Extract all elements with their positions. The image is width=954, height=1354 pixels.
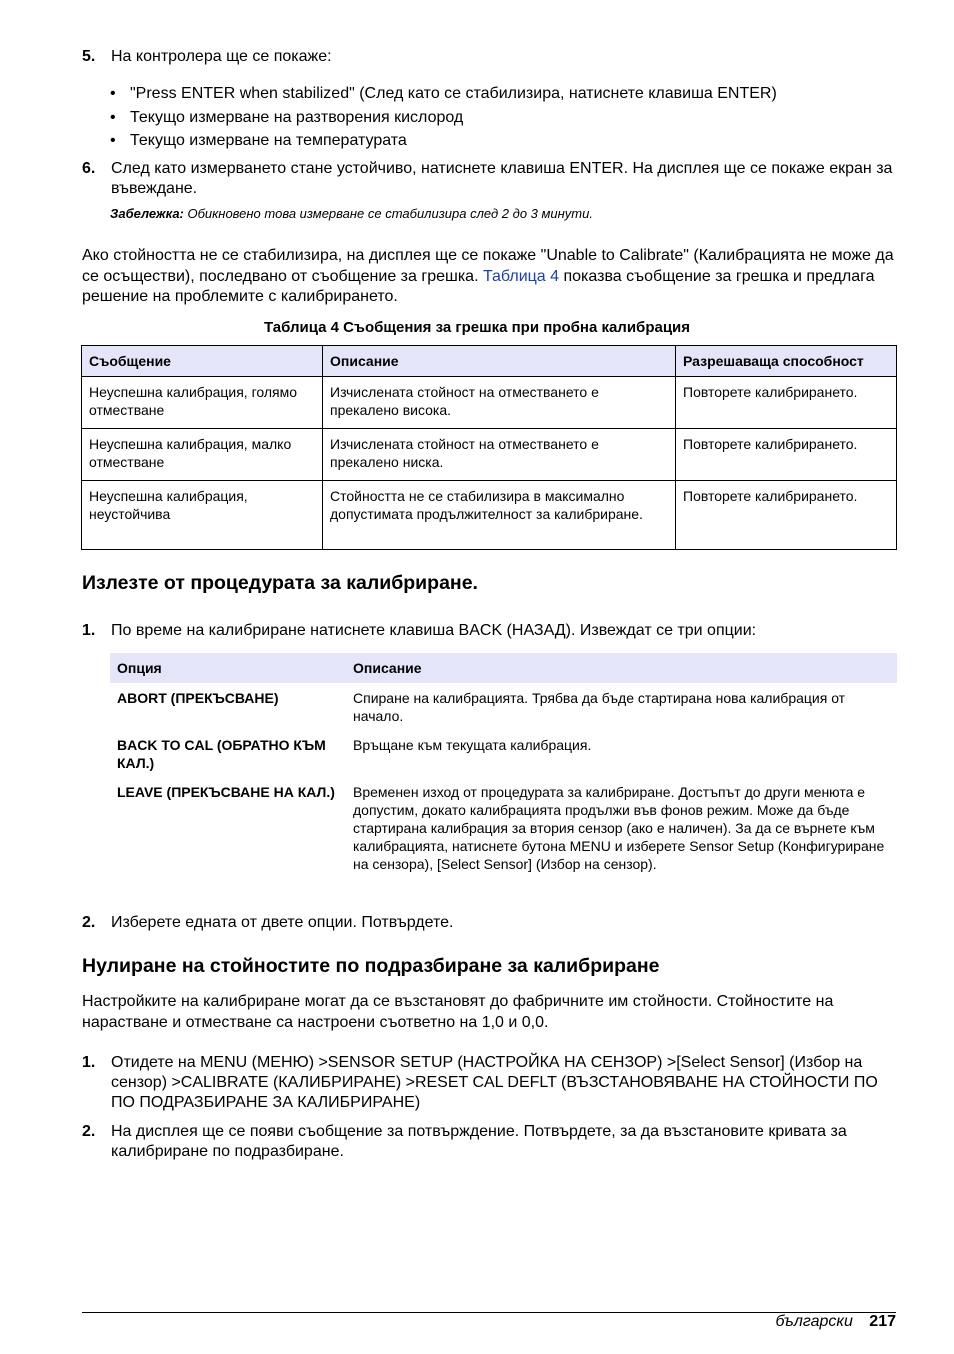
bullet-icon: • (110, 109, 116, 126)
option-row-abort (110, 683, 897, 730)
step-6 (82, 159, 896, 199)
footer-language: български (775, 1313, 853, 1330)
option-row-leave (110, 777, 897, 878)
table-caption: Таблица 4 Съобщения за грешка при пробна калибрация (263, 319, 691, 336)
exit-step-2 (82, 913, 896, 933)
step-5 (82, 47, 896, 67)
option-name: ABORT (ПРЕКЪСВАНЕ) (117, 690, 279, 706)
option-description: Спиране на калибрацията. Трябва да бъде стартирана нова калибрация от начало. (353, 690, 846, 724)
paragraph-unable-to-calibrate (82, 246, 896, 308)
table-row (82, 429, 897, 481)
table-cell: Неуспешна калибрация, голямо отместване (82, 377, 323, 429)
section-heading-exit-calibration: Излезте от процедурата за калибриране. (82, 572, 478, 594)
table-row (82, 377, 897, 429)
paragraph-text: показва съобщение за грешка и предлага решение на проблемите с калибрирането. (82, 267, 875, 305)
table-row (82, 481, 897, 550)
step-number: 1. (82, 1054, 96, 1071)
table-cell: Повторете калибрирането. (676, 377, 897, 429)
table-cell: Неуспешна калибрация, малко отместване (82, 429, 323, 481)
footer-divider (82, 1312, 896, 1313)
step-number: 6. (82, 160, 96, 177)
table-cell: Повторете калибрирането. (676, 481, 897, 550)
option-name: LEAVE (ПРЕКЪСВАНЕ НА КАЛ.) (117, 784, 335, 800)
bullet-icon: • (110, 132, 116, 149)
paragraph-reset-defaults: Настройките на калибриране могат да се възстановят до фабричните им стойности. Стойностите на нарастване и отместване са настроени съответно на 1,0 и 0,0. (82, 993, 834, 1031)
column-header: Описание (346, 653, 897, 683)
table-header-row (82, 346, 897, 377)
step-text: На дисплея ще се появи съобщение за потвърждение. Потвърдете, за да възстановите кривата за калибриране по подразбиране. (111, 1123, 847, 1160)
step-number: 2. (82, 914, 96, 931)
column-header: Съобщение (82, 346, 323, 377)
error-messages-table (81, 345, 897, 550)
table-4-link[interactable]: Таблица 4 (482, 267, 560, 285)
step-text: След като измерването стане устойчиво, натиснете клавиша ENTER. На дисплея ще се покаже екран за въвеждане. (111, 160, 893, 197)
note-text: Обикновено това измерване се стабилизира след 2 до 3 минути. (187, 206, 593, 221)
option-description: Връщане към текущата калибрация. (353, 737, 592, 753)
section-heading-reset-defaults: Нулиране на стойностите по подразбиране за калибриране (82, 955, 660, 977)
bullet-icon: • (110, 85, 116, 102)
step-text: На контролера ще се покаже: (111, 48, 332, 65)
option-description: Временен изход от процедурата за калибриране. Достъпът до други менюта е допустим, докато калибрацията продължи във фонов режим. Може да бъде стартирана калибрация за втория сензор (ако е наличен). За да се върнете към калибрацията, натиснете бутона MENU и изберете Sensor Setup (Конфигуриране на сензора), [Select Sensor] (Избор на сензор). (353, 784, 885, 872)
reset-step-2 (82, 1122, 896, 1162)
bullet-item (110, 84, 777, 104)
table-cell: Стойността не се стабилизира в максимално допустимата продължителност за калибриране. (323, 481, 676, 550)
bullet-item (110, 108, 463, 128)
option-name: BACK TO CAL (ОБРАТНО КЪМ КАЛ.) (117, 737, 326, 771)
note-label: Забележка: (110, 206, 184, 221)
option-row-back-to-cal (110, 730, 897, 777)
step-number: 2. (82, 1123, 96, 1140)
table-cell: Изчислената стойност на отместването е прекалено ниска. (323, 429, 676, 481)
bullet-text: Текущо измерване на температурата (130, 132, 407, 149)
column-header: Разрешаваща способност (676, 346, 897, 377)
exit-step-1 (82, 621, 896, 641)
table-cell: Повторете калибрирането. (676, 429, 897, 481)
paragraph-text: Ако стойността не се стабилизира, на дисплея ще се покаже "Unable to Calibrate" (Калибрацията не може да се осъществи), последвано от съобщение за грешка. (82, 247, 894, 285)
step-text: Изберете едната от двете опции. Потвърдете. (111, 914, 454, 931)
page-number: 217 (869, 1313, 896, 1330)
column-header: Описание (323, 346, 676, 377)
column-header: Опция (110, 653, 346, 683)
bullet-text: Текущо измерване на разтворения кислород (130, 109, 464, 126)
note (110, 206, 593, 221)
step-number: 5. (82, 48, 96, 65)
page-footer (775, 1313, 896, 1331)
bullet-item (110, 131, 407, 151)
options-table (110, 653, 897, 878)
table-cell: Неуспешна калибрация, неустойчива (82, 481, 323, 550)
step-text: Отидете на MENU (МЕНЮ) >SENSOR SETUP (НАСТРОЙКА НА СЕНЗОР) >[Select Sensor] (Избор на сензор) >CALIBRATE (КАЛИБРИРАНЕ) >RESET CAL DEFLT (ВЪЗСТАНОВЯВАНЕ НА СТОЙНОСТИ ПО ПО ПОДРАЗБИРАНЕ ЗА КАЛИБРИРАНЕ) (111, 1054, 878, 1111)
step-text: По време на калибриране натиснете клавиша BACK (НАЗАД). Извеждат се три опции: (111, 622, 757, 639)
bullet-text: "Press ENTER when stabilized" (След като се стабилизира, натиснете клавиша ENTER) (130, 85, 777, 102)
table-header-row (110, 653, 897, 683)
table-cell: Изчислената стойност на отместването е прекалено висока. (323, 377, 676, 429)
step-number: 1. (82, 622, 96, 639)
reset-step-1 (82, 1053, 896, 1113)
